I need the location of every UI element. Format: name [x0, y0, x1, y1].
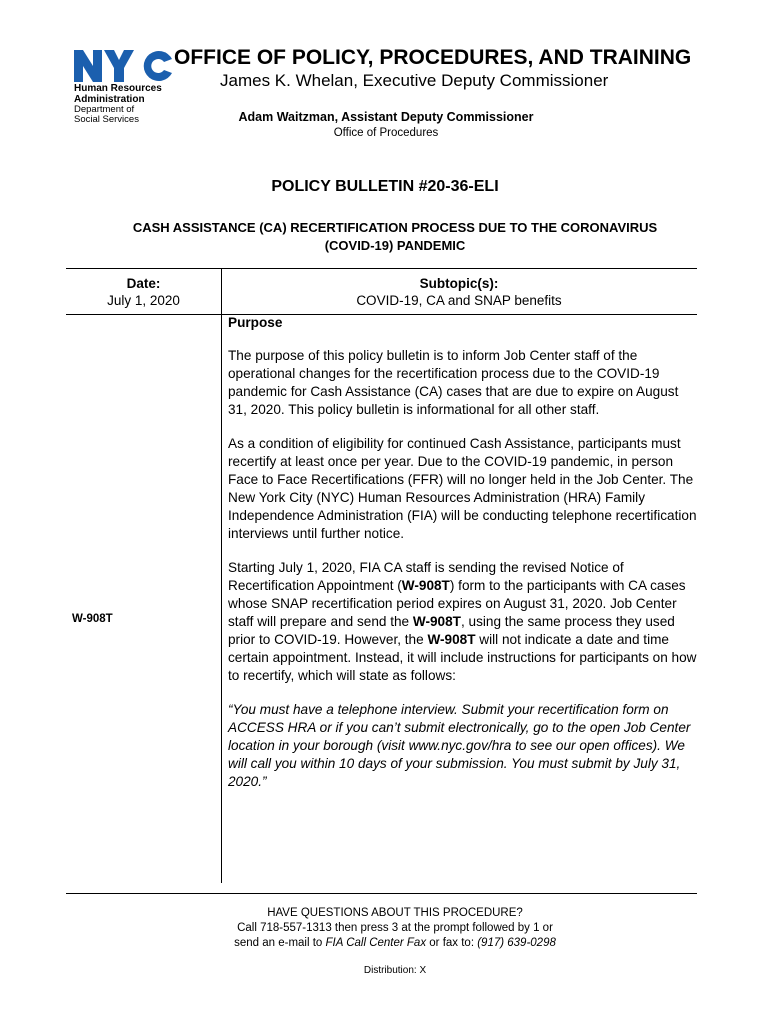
paragraph-eligibility: As a condition of eligibility for continued Cash Assistance, participants must recertify at least once per year. Due to the COVID-19 pandemic, in person Face to Face Recertifications (FFR) will no longer held in the Job Center. The New York City (NYC) Human Resources Administration (HRA) Family Independence Administration (FIA) will be conducting telephone recertification interviews until further notice.: [228, 436, 697, 541]
office-name: Office of Procedures: [333, 127, 439, 139]
margin-note-form: W-908T: [72, 613, 113, 625]
paragraph-purpose: The purpose of this policy bulletin is to inform Job Center staff of the operational changes for the recertification process due to the COVID-19 pandemic for Cash Assistance (CA) cases that are due to expire on August 31, 2020. This policy bulletin is informational for all other staff.: [228, 348, 679, 417]
date-label: Date:: [126, 276, 161, 291]
footer-call: Call 718-557-1313 then press 3 at the prompt followed by 1 or: [237, 922, 553, 934]
subtopic-value: COVID-19, CA and SNAP benefits: [356, 293, 562, 308]
office-title: OFFICE OF POLICY, PROCEDURES, AND TRAINING: [174, 46, 692, 69]
bulletin-body: [228, 314, 698, 807]
margin-divider: [221, 314, 222, 883]
footer-contact: send an e-mail to FIA Call Center Fax or fax to: (917) 639-0298: [234, 937, 556, 949]
table-top-rule: [66, 268, 697, 269]
nyc-wordmark-icon: [74, 50, 174, 82]
subtopic-label: Subtopic(s):: [419, 276, 499, 291]
notice-quote: “You must have a telephone interview. Submit your recertification form on ACCESS HRA or if you can’t submit electronically, go to the open Job Center location in your borough (visit www.nyc.gov/hra to see our open offices). We will call you within 10 days of your submission. You must submit by July 31, 2020.”: [228, 702, 691, 789]
logo-agency: Human Resources Administration: [74, 83, 162, 105]
distribution: Distribution: X: [363, 965, 427, 976]
bulletin-subject: CASH ASSISTANCE (CA) RECERTIFICATION PROCESS DUE TO THE CORONAVIRUS (COVID-19) PANDEMIC: [132, 220, 658, 253]
footer-question: HAVE QUESTIONS ABOUT THIS PROCEDURE?: [267, 907, 523, 919]
date-value: July 1, 2020: [107, 293, 180, 308]
logo-department: Department of Social Services: [74, 104, 139, 125]
purpose-heading: Purpose: [228, 315, 283, 330]
table-bottom-rule: [66, 893, 697, 894]
paragraph-w908t: Starting July 1, 2020, FIA CA staff is sending the revised Notice of Recertification Appointment (W-908T) form to the participants with CA cases whose SNAP recertification period expires on August 31, 2020. Job Center staff will prepare and send the W-908T, using the same process they used prior to COVID-19. However, the W-908T will not indicate a date and time certain appointment. Instead, it will include instructions for participants on how to recertify, which will state as follows:: [228, 560, 697, 683]
assistant-commissioner: Adam Waitzman, Assistant Deputy Commissioner: [238, 110, 534, 124]
executive-commissioner: James K. Whelan, Executive Deputy Commissioner: [220, 71, 609, 90]
bulletin-number: POLICY BULLETIN #20-36-ELI: [271, 178, 499, 195]
nyc-hra-logo: [74, 50, 174, 130]
